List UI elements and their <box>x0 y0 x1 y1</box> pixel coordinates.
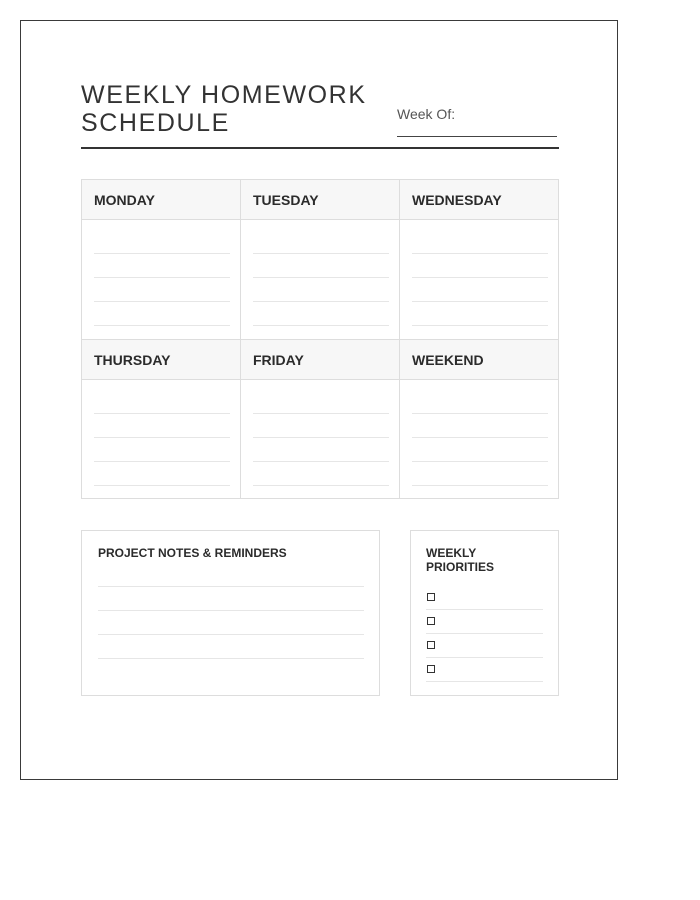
writing-line <box>412 253 548 254</box>
notes-line <box>98 658 364 659</box>
notes-line <box>98 586 364 587</box>
writing-line <box>253 485 389 486</box>
writing-line <box>253 301 389 302</box>
day-cell-weekend <box>400 340 558 499</box>
page-title: WEEKLY HOMEWORK SCHEDULE <box>81 81 367 137</box>
writing-line <box>253 253 389 254</box>
writing-line <box>253 277 389 278</box>
writing-line <box>253 461 389 462</box>
writing-line <box>253 437 389 438</box>
writing-line <box>412 485 548 486</box>
header-divider <box>81 147 559 149</box>
checkbox-icon <box>427 641 435 649</box>
writing-line <box>412 437 548 438</box>
writing-line <box>94 277 230 278</box>
day-writing-lines <box>400 253 558 326</box>
checkbox-icon <box>427 593 435 601</box>
writing-line <box>412 461 548 462</box>
day-header-thursday: THURSDAY <box>82 340 240 380</box>
priorities-list <box>426 586 543 682</box>
day-cell-monday <box>82 180 241 340</box>
day-header-tuesday: TUESDAY <box>241 180 399 220</box>
day-header-monday: MONDAY <box>82 180 240 220</box>
writing-line <box>94 301 230 302</box>
project-notes-title: PROJECT NOTES & REMINDERS <box>98 546 287 560</box>
writing-line <box>94 461 230 462</box>
priority-item <box>426 610 543 634</box>
priority-item <box>426 658 543 682</box>
priority-item <box>426 634 543 658</box>
day-writing-lines <box>82 253 240 326</box>
day-writing-lines <box>241 413 399 486</box>
checkbox-icon <box>427 617 435 625</box>
day-writing-lines <box>241 253 399 326</box>
priority-item <box>426 586 543 610</box>
weekly-grid <box>81 179 559 499</box>
day-cell-friday <box>241 340 400 499</box>
weekly-priorities-title: WEEKLY PRIORITIES <box>426 546 495 574</box>
writing-line <box>412 325 548 326</box>
day-writing-lines <box>400 413 558 486</box>
writing-line <box>412 301 548 302</box>
day-cell-tuesday <box>241 180 400 340</box>
writing-line <box>412 277 548 278</box>
day-header-weekend: WEEKEND <box>400 340 558 380</box>
checkbox-icon <box>427 665 435 673</box>
writing-line <box>253 325 389 326</box>
week-of-label: Week Of: <box>397 106 456 122</box>
writing-line <box>253 413 389 414</box>
week-of-field-line <box>397 136 557 137</box>
writing-line <box>94 437 230 438</box>
notes-line <box>98 634 364 635</box>
notes-line <box>98 610 364 611</box>
writing-line <box>412 413 548 414</box>
day-cell-thursday <box>82 340 241 499</box>
writing-line <box>94 253 230 254</box>
day-writing-lines <box>82 413 240 486</box>
writing-line <box>94 325 230 326</box>
day-cell-wednesday <box>400 180 558 340</box>
day-header-friday: FRIDAY <box>241 340 399 380</box>
writing-line <box>94 485 230 486</box>
weekly-priorities-box <box>410 530 559 696</box>
writing-line <box>94 413 230 414</box>
day-header-wednesday: WEDNESDAY <box>400 180 558 220</box>
schedule-page <box>20 20 618 780</box>
project-notes-box <box>81 530 380 696</box>
